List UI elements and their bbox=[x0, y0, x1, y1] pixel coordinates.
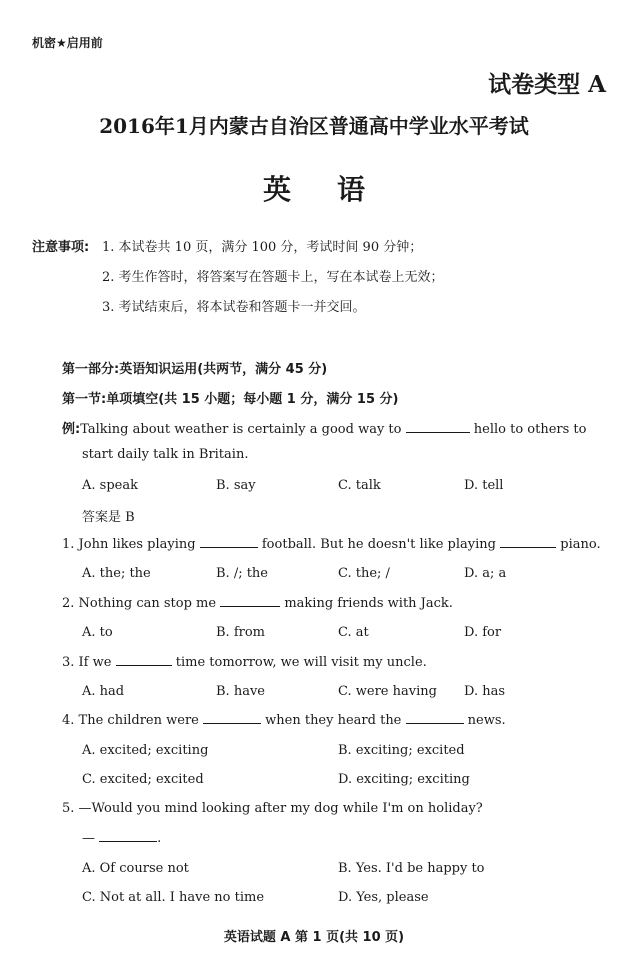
option[interactable]: A. the; the bbox=[82, 566, 151, 581]
option[interactable]: D. has bbox=[464, 684, 506, 699]
question-number: 4. bbox=[62, 713, 75, 728]
question-text: football. But he doesn't like playing bbox=[261, 537, 496, 552]
question-3 bbox=[62, 655, 427, 670]
question-5 bbox=[62, 801, 483, 816]
option[interactable]: C. Not at all. I have no time bbox=[82, 890, 265, 905]
option[interactable]: C. the; / bbox=[338, 566, 390, 581]
option[interactable]: C. were having bbox=[338, 684, 437, 699]
section-title: 第一节:单项填空(共 15 小题；每小题 1 分，满分 15 分) bbox=[62, 392, 399, 407]
example-option: B. say bbox=[216, 478, 256, 493]
question-text: news. bbox=[467, 713, 506, 728]
question-5-reply bbox=[82, 831, 161, 846]
question-text: piano. bbox=[560, 537, 601, 552]
question-number: 5. bbox=[62, 801, 75, 816]
question-text: making friends with Jack. bbox=[284, 596, 453, 611]
option[interactable]: D. exciting; exciting bbox=[338, 772, 470, 787]
answer-blank[interactable] bbox=[406, 722, 464, 724]
answer-blank[interactable] bbox=[220, 605, 280, 607]
answer-blank[interactable] bbox=[203, 722, 261, 724]
option[interactable]: B. Yes. I'd be happy to bbox=[338, 861, 485, 876]
question-2 bbox=[62, 596, 453, 611]
option[interactable]: A. to bbox=[82, 625, 113, 640]
note-item: 2. 考生作答时，将答案写在答题卡上，写在本试卷上无效； bbox=[102, 270, 444, 285]
example-option: D. tell bbox=[464, 478, 504, 493]
question-number: 2. bbox=[62, 596, 75, 611]
note-item: 3. 考试结束后，将本试卷和答题卡一并交回。 bbox=[102, 300, 366, 315]
answer-blank[interactable] bbox=[99, 840, 157, 842]
example-option: A. speak bbox=[82, 478, 138, 493]
option[interactable]: A. had bbox=[82, 684, 125, 699]
paper-type: 试卷类型 A bbox=[488, 71, 606, 98]
example-option: C. talk bbox=[338, 478, 381, 493]
question-text: time tomorrow, we will visit my uncle. bbox=[175, 655, 427, 670]
option[interactable]: B. /; the bbox=[216, 566, 268, 581]
answer-blank[interactable] bbox=[200, 546, 258, 548]
question-text: Nothing can stop me bbox=[78, 596, 217, 611]
option[interactable]: D. for bbox=[464, 625, 502, 640]
question-number: 3. bbox=[62, 655, 75, 670]
notes-label: 注意事项: bbox=[32, 240, 90, 255]
option[interactable]: C. at bbox=[338, 625, 369, 640]
confidential-mark: 机密★启用前 bbox=[32, 36, 103, 50]
answer-blank[interactable] bbox=[116, 664, 172, 666]
question-text: If we bbox=[78, 655, 112, 670]
question-text: when they heard the bbox=[265, 713, 402, 728]
example-prefix: 例: bbox=[62, 422, 81, 437]
option[interactable]: B. have bbox=[216, 684, 265, 699]
subject-title: 英语 bbox=[262, 173, 411, 206]
option[interactable]: B. exciting; excited bbox=[338, 743, 465, 758]
note-item: 1. 本试卷共 10 页，满分 100 分，考试时间 90 分钟； bbox=[102, 240, 423, 255]
option[interactable]: D. Yes, please bbox=[338, 890, 429, 905]
example-text: hello to others to bbox=[473, 422, 587, 437]
part-title: 第一部分:英语知识运用(共两节，满分 45 分) bbox=[62, 362, 328, 377]
question-number: 1. bbox=[62, 537, 75, 552]
exam-title: 2016年1月内蒙古自治区普通高中学业水平考试 bbox=[99, 114, 529, 138]
answer-blank[interactable] bbox=[500, 546, 556, 548]
example-text: Talking about weather is certainly a good way to bbox=[80, 422, 402, 437]
question-1 bbox=[62, 537, 601, 552]
period-mark: . bbox=[157, 831, 162, 846]
answer-blank[interactable] bbox=[406, 431, 470, 433]
option[interactable]: A. excited; exciting bbox=[82, 743, 209, 758]
page-footer: 英语试题 A 第 1 页(共 10 页) bbox=[223, 930, 405, 945]
option[interactable]: D. a; a bbox=[464, 566, 507, 581]
option[interactable]: B. from bbox=[216, 625, 265, 640]
question-4 bbox=[62, 713, 506, 728]
example-line-1 bbox=[62, 418, 586, 437]
option[interactable]: A. Of course not bbox=[82, 861, 189, 876]
example-line-2: start daily talk in Britain. bbox=[82, 447, 249, 462]
question-text: The children were bbox=[78, 713, 199, 728]
example-answer: 答案是 B bbox=[82, 510, 135, 525]
dash-mark: — bbox=[82, 831, 95, 846]
question-text: —Would you mind looking after my dog while I'm on holiday? bbox=[78, 801, 483, 816]
option[interactable]: C. excited; excited bbox=[82, 772, 204, 787]
question-text: John likes playing bbox=[78, 537, 196, 552]
